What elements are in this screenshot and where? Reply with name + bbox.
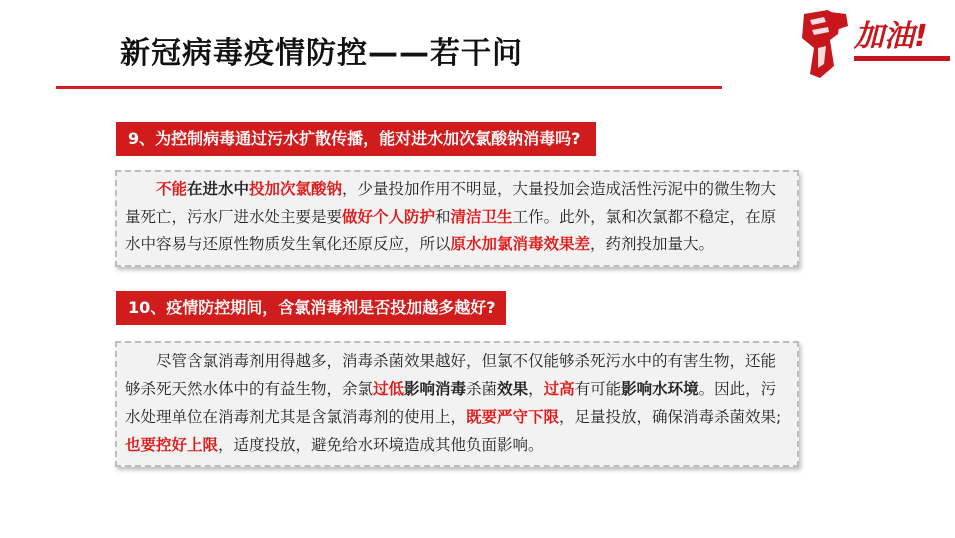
- q2-run: 尽管含氯消毒剂用得越多，消毒杀菌效果越好，但氯不仅能够杀死污水中的有害生物，还能够杀死天然水体中的有益生物，余氯: [125, 352, 777, 398]
- q2-run: ，适度投放，避免给水环境造成其他负面影响。: [218, 436, 544, 454]
- q1-run: 工作。此外，氯和次氯都不稳定，在原水中容易与还原性物质发生氧化还原反应，所以: [125, 207, 777, 253]
- q1-run: 投加次氯酸钠: [249, 180, 343, 198]
- q2-run: 也要控好上限: [125, 436, 219, 454]
- title-underline: [56, 86, 722, 89]
- answer-10-box: [115, 341, 799, 467]
- q2-run: 效果: [497, 380, 529, 398]
- q1-run: ，药剂投加量大。: [590, 235, 715, 253]
- q1-run: 做好个人防护: [342, 207, 436, 226]
- fist-cheer-icon: [790, 4, 955, 84]
- q2-run: 过高: [543, 380, 575, 398]
- q1-run: 和: [435, 207, 451, 226]
- q2-run: 影响水环境: [621, 380, 699, 398]
- q1-run: ，少量投加作用不明显，大量投加会造成活性污泥中的微生物大量死亡，污水厂进水处主要是要: [125, 180, 777, 226]
- q2-run: 过低: [373, 380, 405, 398]
- q1-run: 不能: [156, 180, 188, 198]
- logo-text: 加油!: [854, 19, 928, 54]
- q2-run: ，: [528, 380, 544, 398]
- question-10-bar: 10、疫情防控期间，含氯消毒剂是否投加越多越好?: [116, 291, 506, 325]
- q2-run: ，足量投放，确保消毒杀菌效果;: [559, 408, 782, 426]
- q1-run: 清洁卫生: [450, 207, 513, 226]
- q2-run: 。因此，污水处理单位在消毒剂尤其是含氯消毒剂的使用上，: [125, 380, 777, 426]
- q1-run: 原水加氯消毒效果差: [450, 235, 591, 253]
- answer-10-text: [125, 352, 781, 454]
- page-title: 新冠病毒疫情防控——若干问: [120, 36, 523, 71]
- q1-run: 在进水中: [187, 180, 250, 198]
- q2-run: 杀菌: [466, 380, 498, 398]
- q2-run: 影响消毒: [404, 380, 467, 398]
- q2-run: 既要严守下限: [466, 408, 560, 426]
- q2-run: 有可能: [574, 380, 622, 398]
- answer-9-text: [125, 180, 776, 253]
- question-9-bar: 9、为控制病毒通过污水扩散传播，能对进水加次氯酸钠消毒吗?: [116, 122, 596, 156]
- answer-9-box: [115, 170, 799, 267]
